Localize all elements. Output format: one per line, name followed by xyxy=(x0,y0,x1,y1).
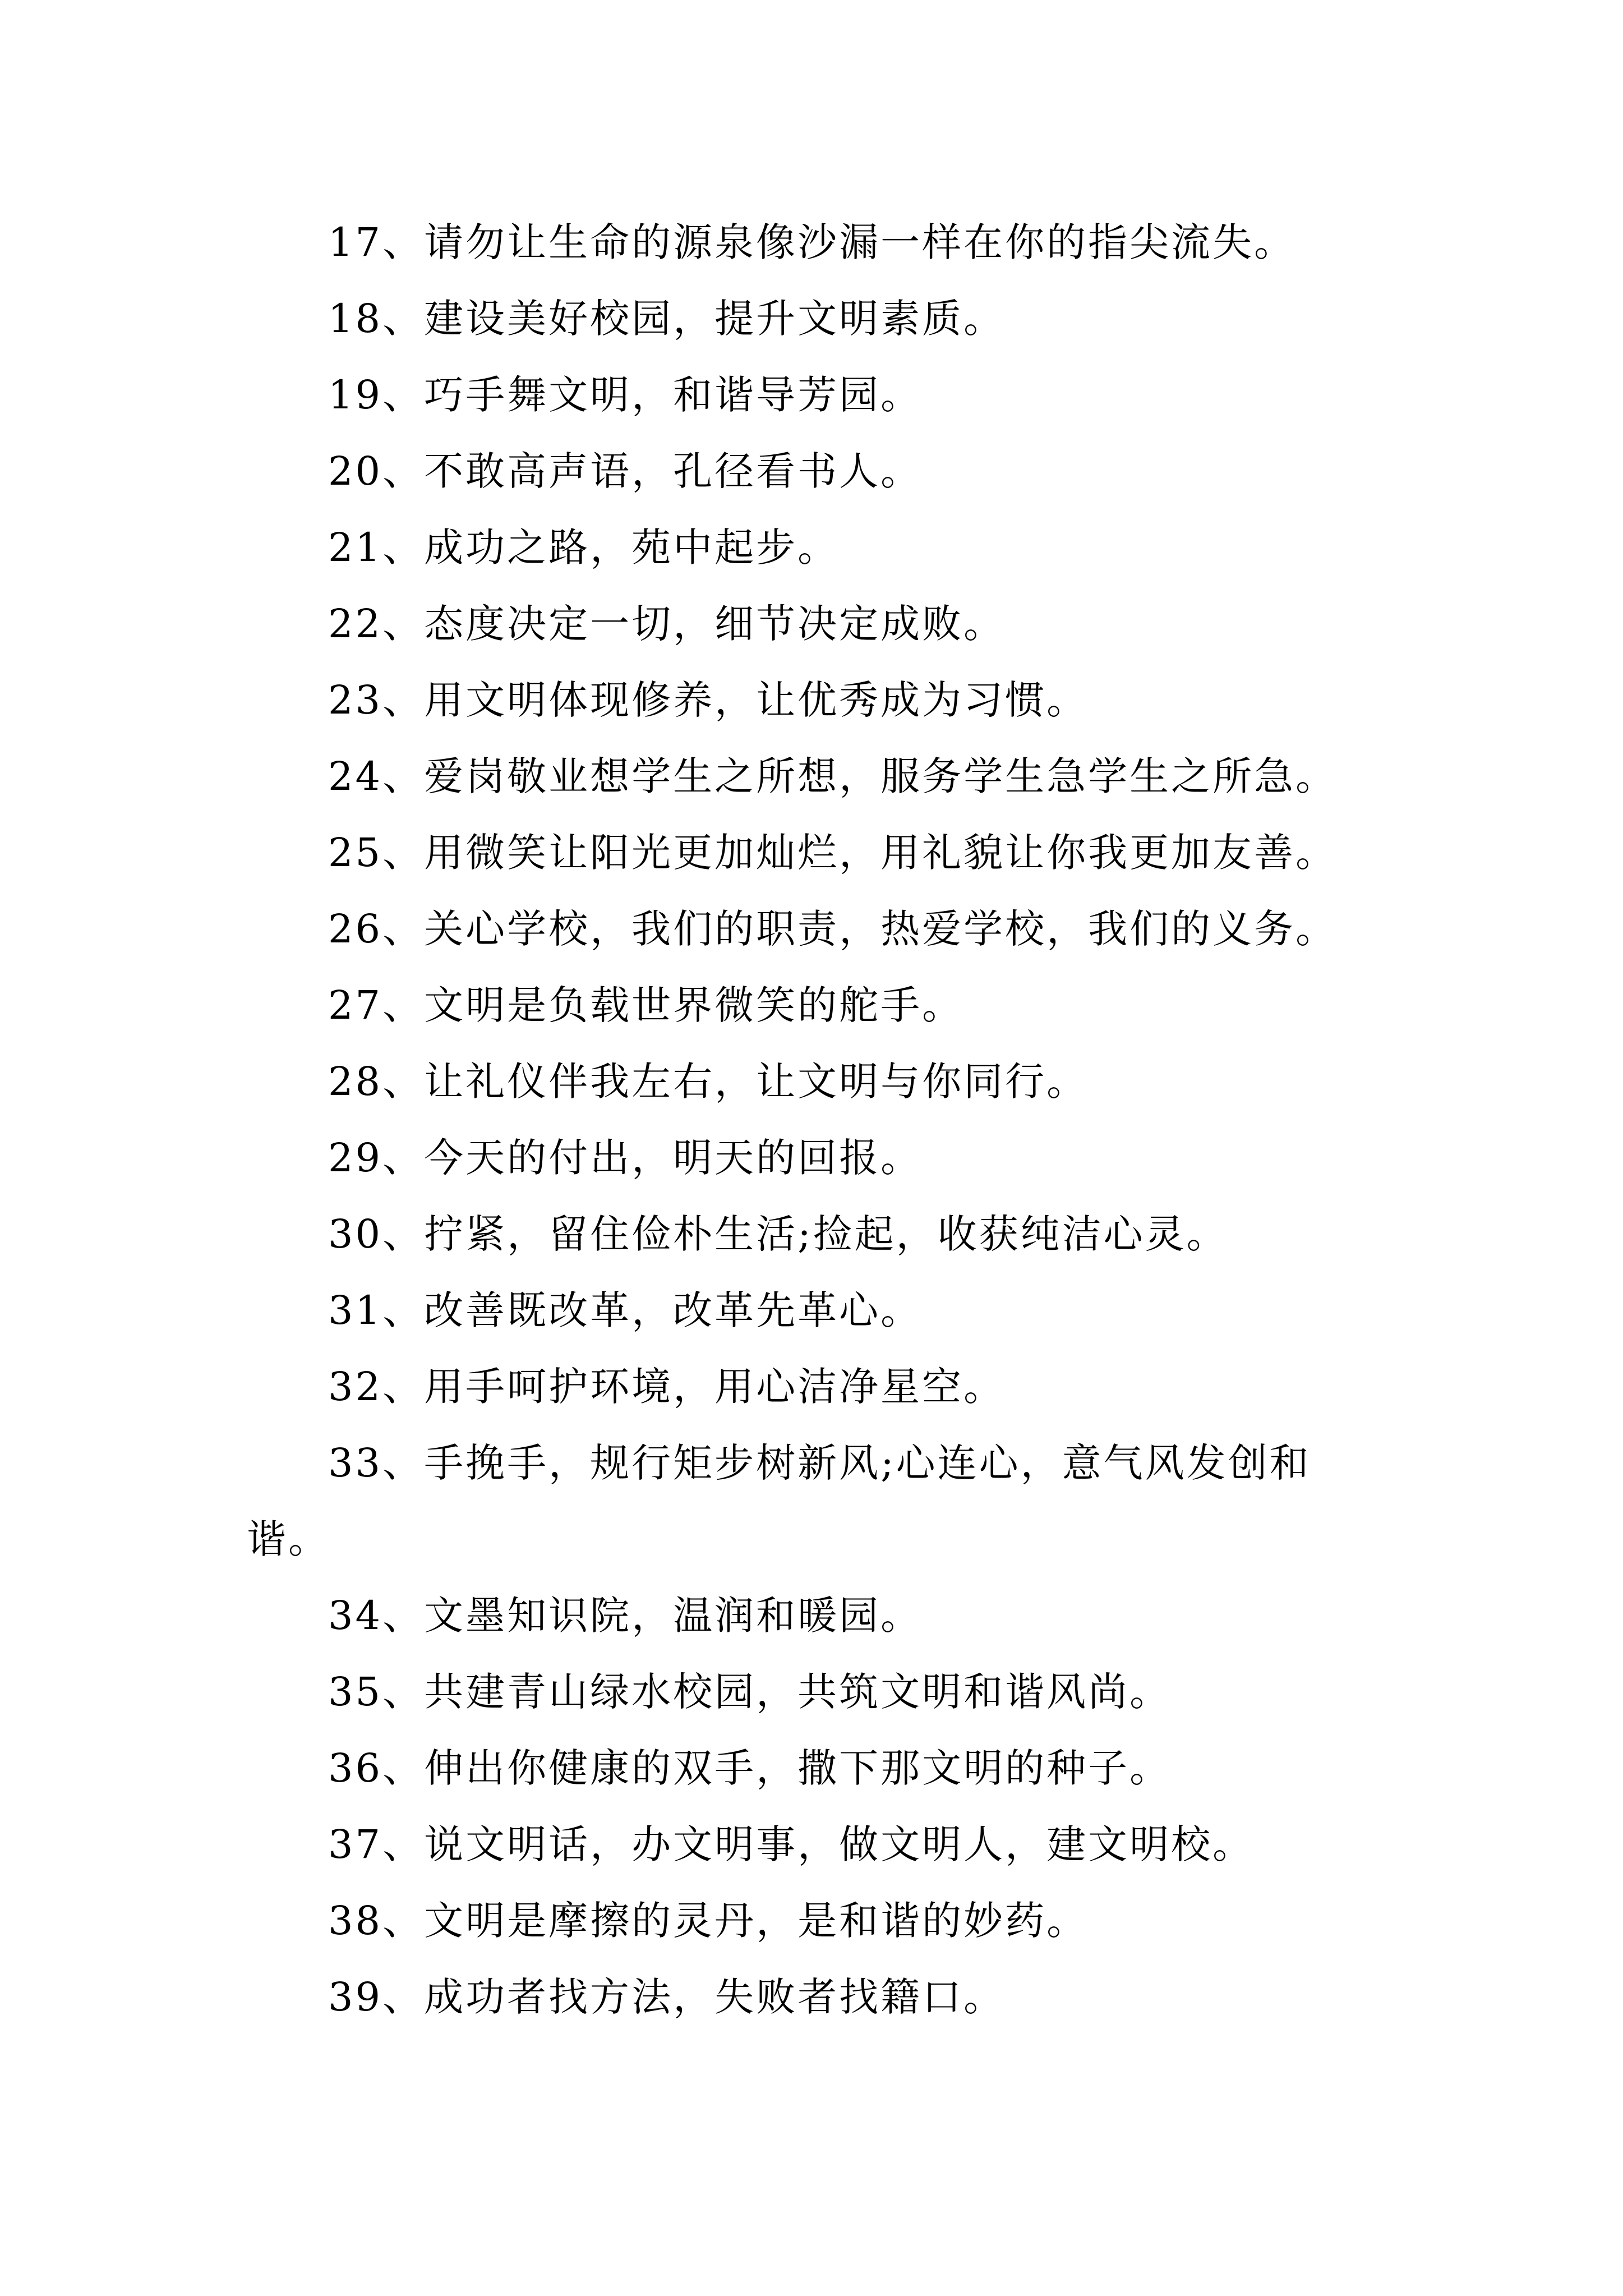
slogan-line-31: 31、改善既改革，改革先革心。 xyxy=(328,1287,923,1333)
slogan-line-21: 21、成功之路，苑中起步。 xyxy=(328,524,840,570)
slogan-line-35: 35、共建青山绿水校园，共筑文明和谐风尚。 xyxy=(328,1669,1172,1715)
slogan-line-25: 25、用微笑让阳光更加灿烂，用礼貌让你我更加友善。 xyxy=(328,830,1338,876)
slogan-line-24: 24、爱岗敬业想学生之所想，服务学生急学生之所急。 xyxy=(328,753,1338,799)
slogan-line-33: 33、手挽手，规行矩步树新风;心连心，意气风发创和 xyxy=(328,1440,1311,1486)
slogan-line-22: 22、态度决定一切，细节决定成败。 xyxy=(328,601,1006,647)
slogan-line-32: 32、用手呵护环境，用心洁净星空。 xyxy=(328,1364,1006,1410)
slogan-line-17: 17、请勿让生命的源泉像沙漏一样在你的指尖流失。 xyxy=(328,219,1296,265)
slogan-line-20: 20、不敢高声语，孔径看书人。 xyxy=(328,448,923,494)
slogan-line-27: 27、文明是负载世界微笑的舵手。 xyxy=(328,982,964,1028)
slogan-line-30: 30、拧紧，留住俭朴生活;捡起，收获纯洁心灵。 xyxy=(328,1211,1228,1257)
slogan-line-33-continuation: 谐。 xyxy=(247,1516,330,1562)
slogan-line-18: 18、建设美好校园，提升文明素质。 xyxy=(328,296,1006,342)
slogan-line-38: 38、文明是摩擦的灵丹，是和谐的妙药。 xyxy=(328,1898,1089,1944)
slogan-line-28: 28、让礼仪伴我左右，让文明与你同行。 xyxy=(328,1059,1089,1105)
slogan-line-29: 29、今天的付出，明天的回报。 xyxy=(328,1135,923,1181)
slogan-line-37: 37、说文明话，办文明事，做文明人，建文明校。 xyxy=(328,1821,1255,1867)
slogan-line-19: 19、巧手舞文明，和谐导芳园。 xyxy=(328,372,923,418)
slogan-line-26: 26、关心学校，我们的职责，热爱学校，我们的义务。 xyxy=(328,906,1338,952)
slogan-line-39: 39、成功者找方法，失败者找籍口。 xyxy=(328,1974,1006,2020)
slogan-line-23: 23、用文明体现修养，让优秀成为习惯。 xyxy=(328,677,1089,723)
slogan-line-36: 36、伸出你健康的双手，撒下那文明的种子。 xyxy=(328,1745,1172,1791)
slogan-line-34: 34、文墨知识院，温润和暖园。 xyxy=(328,1593,923,1639)
